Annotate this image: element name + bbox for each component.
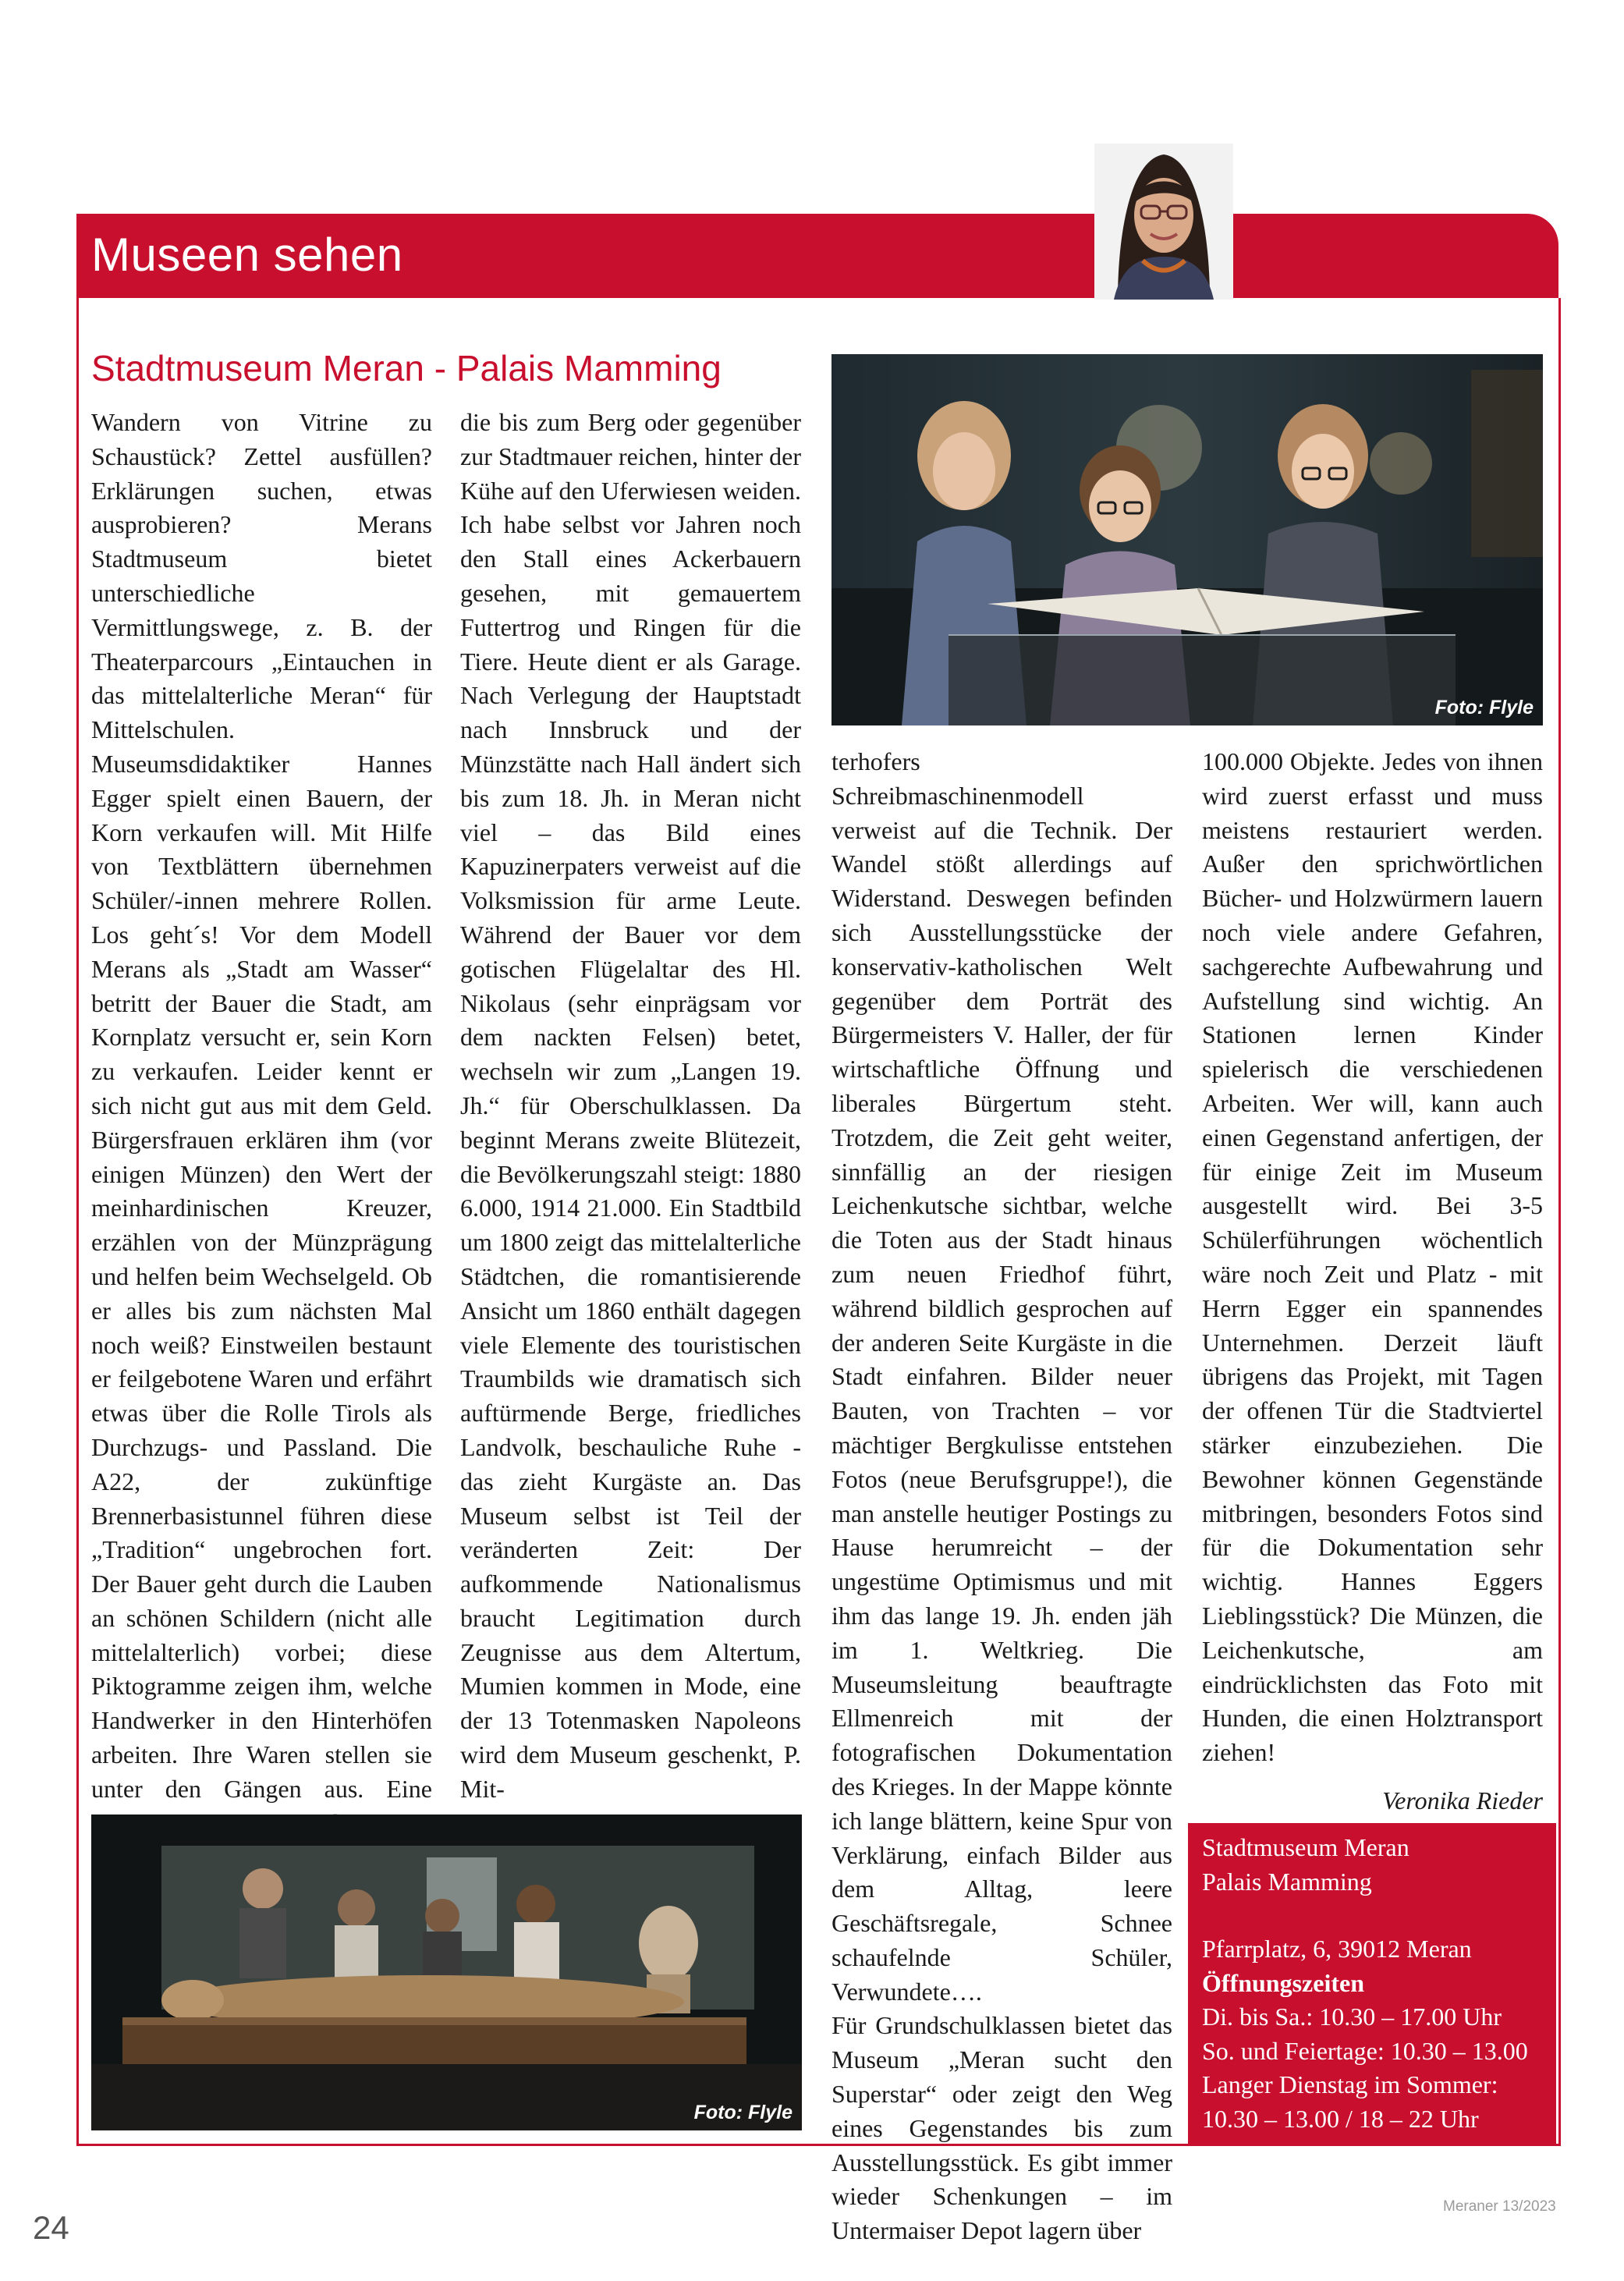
article-column-4 bbox=[1202, 745, 1543, 1818]
info-hours-summer: 10.30 – 13.00 / 18 – 22 Uhr bbox=[1202, 2104, 1479, 2133]
photo-children-reading-image bbox=[832, 354, 1543, 725]
info-museum-name: Stadtmuseum Meran bbox=[1202, 1833, 1409, 1861]
photo-mummy-exhibit bbox=[91, 1815, 802, 2130]
museum-info-box bbox=[1188, 1823, 1556, 2144]
info-hours-summer-label: Langer Dienstag im Sommer: bbox=[1202, 2070, 1498, 2098]
article-paragraph: die bis zum Berg oder gegenüber zur Stadtmauer reichen, hinter der Kühe auf den Uferwiesen weiden. Ich habe selbst vor Jahren noch den Stall eines Ackerbauern gesehen, mit gemauertem Futtertrog und Ringen für die Tiere. Heute dient er als Garage. Nach Verlegung der Hauptstadt nach Innsbruck und der Münzstätte nach Hall ändert sich bis zum 18. Jh. in Meran nicht viel – das Bild eines Kapuzinerpaters verweist auf die Volksmission für arme Leute. Während der Bauer vor dem gotischen Flügelaltar des Hl. Nikolaus (sehr einprägsam vor dem nackten Felsen) betet, wechseln wir zum „Langen 19. Jh.“ für Oberschulklassen. Da beginnt Merans zweite Blütezeit, die Bevölkerungszahl steigt: 1880 6.000, 1914 21.000. Ein Stadtbild um 1800 zeigt das mittelalterliche Städtchen, die romantisierende Ansicht um 1860 enthält dagegen viele Elemente des touristischen Traumbilds wie dramatisch sich auftürmende Berge, friedliches Landvolk, beschauliche Ruhe - das zieht Kurgäste an. Das Museum selbst ist Teil der veränderten Zeit: Der aufkommende Nationalismus braucht Legitimation durch Zeugnisse aus dem Altertum, Mumien kommen in Mode, eine der 13 Totenmasken Napoleons wird dem Museum geschenkt, P. Mit- bbox=[460, 408, 801, 1803]
info-hours-weekdays: Di. bis Sa.: 10.30 – 17.00 Uhr bbox=[1202, 2003, 1502, 2031]
article-paragraph: Wandern von Vitrine zu Schaustück? Zettel ausfüllen? Erklärungen suchen, etwas ausprobieren? Merans Stadtmuseum bietet unterschiedliche Vermittlungswege, z. B. der Theaterparcours „Eintauchen in das mittelalterliche Meran“ für Mittelschulen. Museumsdidaktiker Hannes Egger spielt einen Bauern, der Korn verkaufen will. Mit Hilfe von Textblättern übernehmen Schüler/-innen mehrere Rollen. Los geht´s! Vor dem Modell Merans als „Stadt am Wasser“ betritt der Bauer die Stadt, am Kornplatz versucht er, sein Korn zu verkaufen. Leider kennt er sich nicht gut aus mit dem Geld. Bürgersfrauen erklären ihm (vor einigen Münzen) den Wert der meinhardinischen Kreuzer, erzählen von der Münzprägung und helfen beim Wechselgeld. Ob er alles bis zum nächsten Mal noch weiß? Einstweilen bestaunt er feilgebotene Waren und erfährt etwas über die Rolle Tirols als Durchzugs- und Passland. Die A22, der zukünftige Brennerbasistunnel führen diese „Tradition“ ungebrochen fort. Der Bauer geht durch die Lauben an schönen Schildern (nicht alle mittelalterlich) vorbei; diese Piktogramme zeigen ihm, welche Handwerker in den Hinterhöfen arbeiten. Ihre Waren stellen sie unter den Gängen aus. Eine bbox=[91, 408, 432, 1803]
info-hours-heading: Öffnungszeiten bbox=[1202, 1968, 1364, 1997]
author-portrait-image bbox=[1094, 144, 1233, 300]
article-column-3 bbox=[832, 745, 1172, 2248]
article-title: Stadtmuseum Meran - Palais Mamming bbox=[91, 348, 722, 388]
info-hours-sundays: So. und Feiertage: 10.30 – 13.00 bbox=[1202, 2036, 1528, 2065]
article-paragraph: terhofers Schreibmaschinenmodell verweist auf die Technik. Der Wandel stößt allerdings auf Widerstand. Deswegen befinden sich Ausstellungsstücke der konservativ-katholischen Welt gegenüber dem Porträt des Bürgermeisters V. Haller, der für wirtschaftliche Öffnung und liberales Bürgertum steht. Trotzdem, die Zeit geht weiter, sinnfällig an der riesigen Leichenkutsche sichtbar, welche die Toten aus der Stadt hinaus zum neuen Friedhof führt, während bildlich gesprochen auf der anderen Seite Kurgäste in die Stadt einfahren. Bilder neuer Bauten, von Trachten – vor mächtiger Bergkulisse entstehen Fotos (neue Berufsgruppe!), die man anstelle heutiger Postings zu Hause herumreicht – der ungestüme Optimismus und mit ihm das lange 19. Jh. enden jäh im 1. Weltkrieg. Die Museumsleitung beauftragte Ellmenreich mit der fotografischen Dokumentation des Krieges. In der Mappe könnte ich lange blättern, keine Spur von Verklärung, einfach Bilder aus dem Alltag, leere Geschäftsregale, Schnee schaufelnde Schüler, Verwundete…. bbox=[832, 747, 1172, 2006]
article-paragraph: Für Grundschulklassen bietet das Museum „Meran sucht den Superstar“ oder zeigt den Weg eines Gegenstandes bis zum Ausstellungsstück. Es gibt immer wieder Schenkungen – im Untermaiser Depot lagern über bbox=[832, 2011, 1172, 2245]
info-museum-building: Palais Mamming bbox=[1202, 1867, 1372, 1896]
page-number: 24 bbox=[33, 2209, 69, 2246]
photo-credit: Foto: Flyle bbox=[1434, 697, 1534, 718]
issue-label: Meraner 13/2023 bbox=[1443, 2198, 1556, 2215]
section-title: Museen sehen bbox=[91, 229, 403, 281]
article-paragraph: 100.000 Objekte. Jedes von ihnen wird zuerst erfasst und muss meistens restauriert werden. Außer den sprichwörtlichen Bücher- und Holzwürmern lauern noch viele andere Gefahren, sachgerechte Aufbewahrung und Aufstellung sind wichtig. An Stationen lernen Kinder spielerisch die verschiedenen Arbeiten. Wer will, kann auch einen Gegenstand anfertigen, der für einige Zeit im Museum ausgestellt wird. Bei 3-5 Schülerführungen wöchentlich wäre noch Zeit und Platz - mit Herrn Egger ein spannendes Unternehmen. Derzeit läuft übrigens das Projekt, mit Tagen der offenen Tür die Stadtviertel stärker einzubeziehen. Die Bewohner können Gegenstände mitbringen, besonders Fotos sind für die Dokumentation sehr wichtig. Hannes Eggers Lieblingsstück? Die Münzen, die Leichenkutsche, am eindrücklichsten das Foto mit Hunden, die einen Holztransport ziehen! bbox=[1202, 747, 1543, 1767]
info-spacer bbox=[1202, 1899, 1547, 1932]
photo-mummy-exhibit-image bbox=[91, 1815, 802, 2130]
author-signature: Veronika Rieder bbox=[1382, 1786, 1543, 1815]
photo-children-reading bbox=[832, 354, 1543, 725]
article-column-2 bbox=[460, 406, 801, 1807]
photo-credit: Foto: Flyle bbox=[693, 2102, 792, 2123]
article-column-1 bbox=[91, 406, 432, 1909]
info-address: Pfarrplatz, 6, 39012 Meran bbox=[1202, 1935, 1472, 1963]
author-portrait bbox=[1094, 144, 1233, 300]
